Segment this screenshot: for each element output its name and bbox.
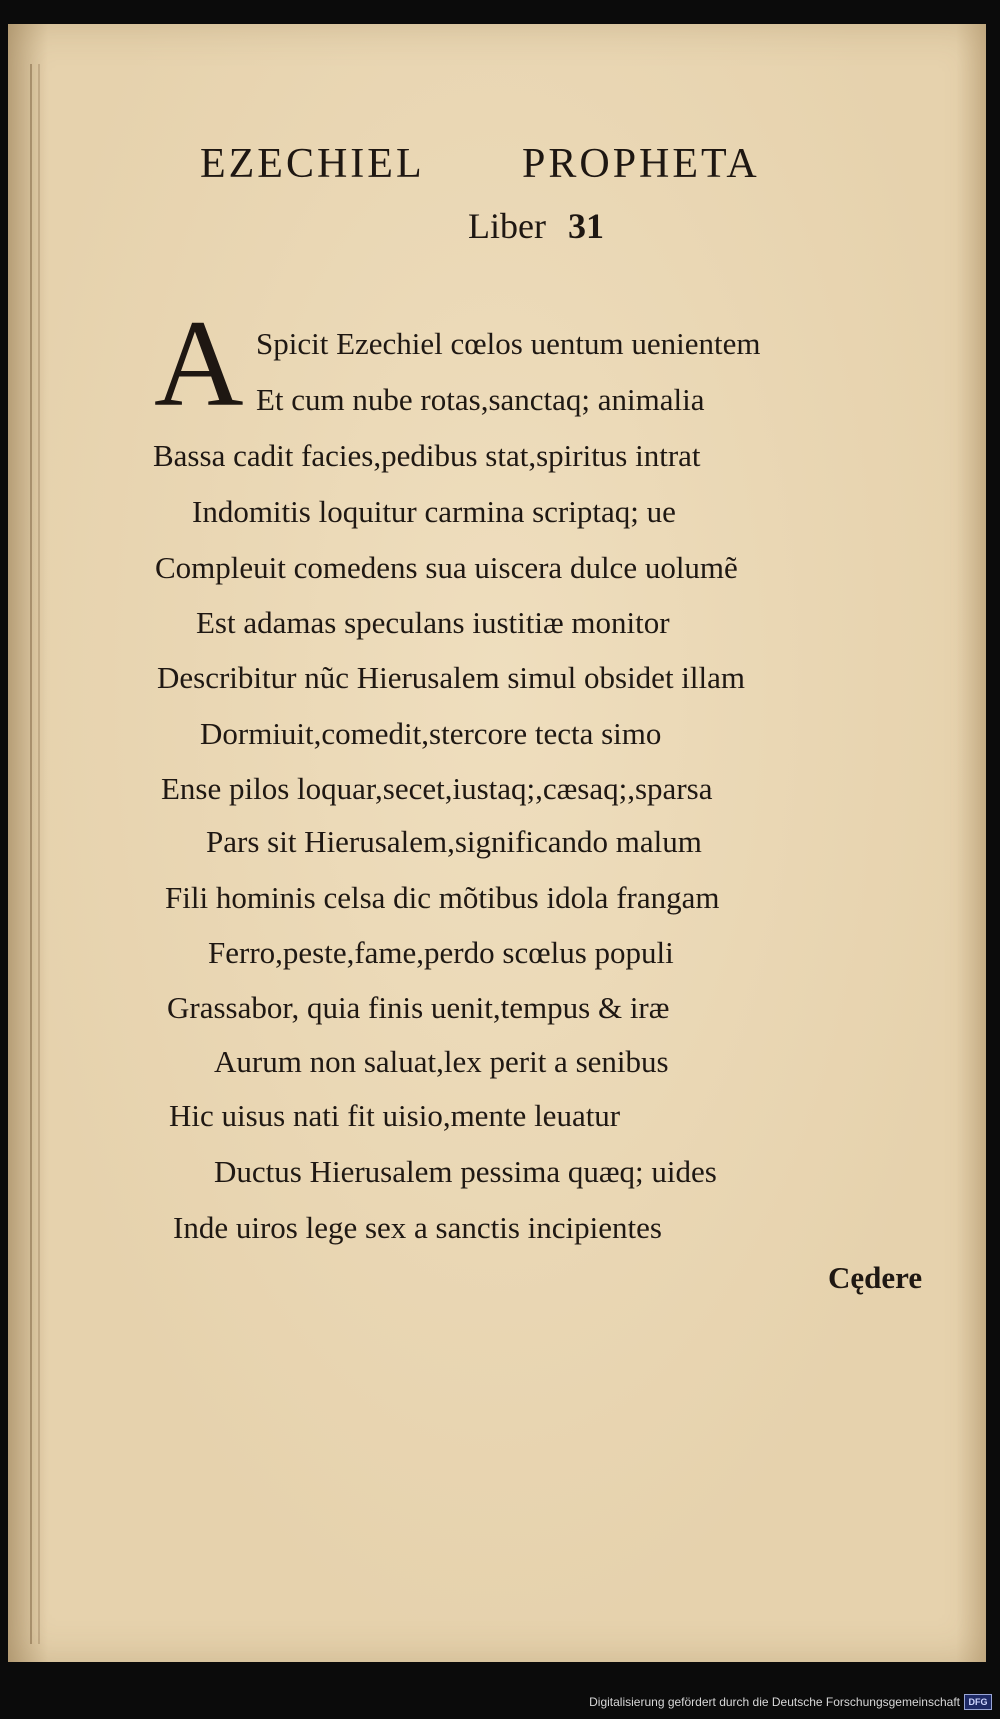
verse-line: Indomitis loquitur carmina scriptaq; ue [192,494,676,529]
verse-line: Aurum non saluat,lex perit a senibus [214,1044,669,1079]
verse-line: Inde uiros lege sex a sanctis incipientes [173,1210,662,1245]
verse-line: Ense pilos loquar,secet,iustaq;,cæsaq;,sparsa [161,771,713,806]
heading-title-left: EZECHIEL [200,141,425,187]
footer-bar [0,1692,1000,1719]
catchword: Cędere [828,1260,923,1295]
verse-line: Et cum nube rotas,sanctaq; animalia [256,382,705,417]
verse-line: Spicit Ezechiel cœlos uentum uenientem [256,326,761,361]
dfg-logo-icon: DFG [964,1694,992,1710]
verse-line: Compleuit comedens sua uiscera dulce uolumẽ [155,550,738,585]
verse-line: Describitur nũc Hierusalem simul obsidet illam [157,660,746,695]
liber-heading [468,205,604,247]
verse-line: Dormiuit,comedit,stercore tecta simo [200,716,662,751]
liber-label: Liber [468,206,546,246]
verse-line: Fili hominis celsa dic mõtibus idola frangam [165,880,720,915]
page-edge-line [30,64,32,1644]
verse-line: Bassa cadit facies,pedibus stat,spiritus intrat [153,438,701,473]
verse-line: Hic uisus nati fit uisio,mente leuatur [169,1098,621,1133]
verse-line: Ductus Hierusalem pessima quæq; uides [214,1154,717,1189]
verse-line: Grassabor, quia finis uenit,tempus & iræ [167,990,670,1025]
verse-line: Pars sit Hierusalem,significando malum [206,824,702,859]
drop-cap: A [154,295,244,432]
verse-line: Ferro,peste,fame,perdo scœlus populi [208,935,674,970]
footer-credit: Digitalisierung gefördert durch die Deutsche Forschungsgemeinschaft [589,1695,960,1709]
page-edge-line [38,64,40,1644]
heading-title-right: PROPHETA [522,141,760,187]
liber-number: 31 [567,206,604,246]
verse-line: Est adamas speculans iustitiæ monitor [196,605,670,640]
